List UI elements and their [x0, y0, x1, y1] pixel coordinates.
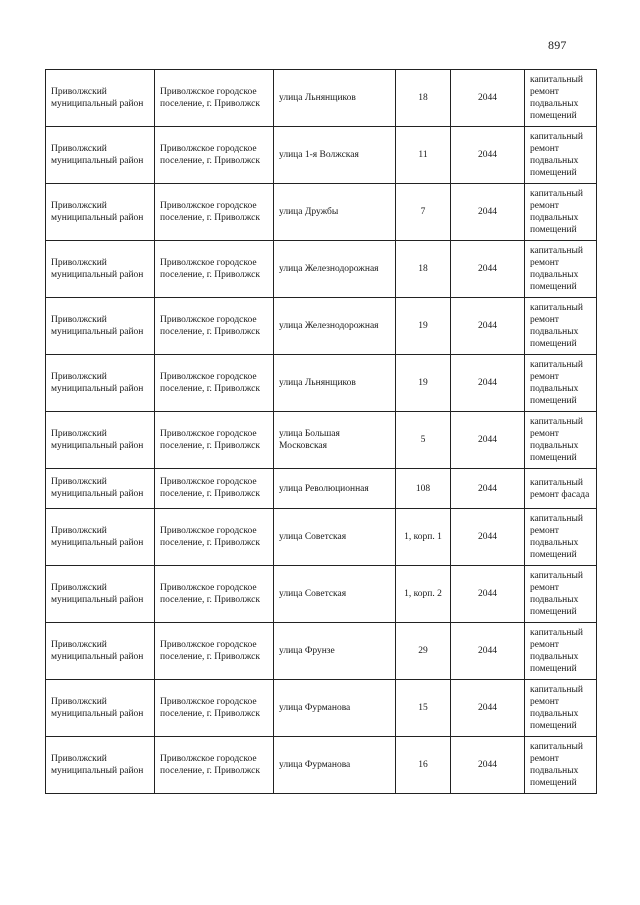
table-row [46, 737, 597, 794]
year-cell: 2044 [451, 509, 525, 566]
settlement-cell: Приволжское городское поселение, г. Приволжск [155, 566, 274, 623]
house-number-cell: 29 [396, 623, 451, 680]
work-type-cell: капитальный ремонт подвальных помещений [525, 509, 597, 566]
street-cell: улица Советская [274, 509, 396, 566]
year-cell: 2044 [451, 566, 525, 623]
district-cell: Приволжский муниципальный район [46, 680, 155, 737]
table-row [46, 623, 597, 680]
table-row [46, 241, 597, 298]
table-row [46, 509, 597, 566]
table-row [46, 680, 597, 737]
district-cell: Приволжский муниципальный район [46, 355, 155, 412]
settlement-cell: Приволжское городское поселение, г. Приволжск [155, 127, 274, 184]
street-cell: улица Льнянщиков [274, 355, 396, 412]
district-cell: Приволжский муниципальный район [46, 566, 155, 623]
repair-schedule-table [45, 69, 597, 794]
house-number-cell: 18 [396, 70, 451, 127]
street-cell: улица Большая Московская [274, 412, 396, 469]
table-body [46, 70, 597, 794]
house-number-cell: 7 [396, 184, 451, 241]
settlement-cell: Приволжское городское поселение, г. Приволжск [155, 623, 274, 680]
house-number-cell: 19 [396, 355, 451, 412]
table-row [46, 355, 597, 412]
settlement-cell: Приволжское городское поселение, г. Приволжск [155, 70, 274, 127]
house-number-cell: 16 [396, 737, 451, 794]
house-number-cell: 19 [396, 298, 451, 355]
year-cell: 2044 [451, 70, 525, 127]
street-cell: улица Революционная [274, 469, 396, 509]
street-cell: улица Железнодорожная [274, 298, 396, 355]
year-cell: 2044 [451, 623, 525, 680]
settlement-cell: Приволжское городское поселение, г. Приволжск [155, 298, 274, 355]
work-type-cell: капитальный ремонт фасада [525, 469, 597, 509]
year-cell: 2044 [451, 469, 525, 509]
table-row [46, 469, 597, 509]
work-type-cell: капитальный ремонт подвальных помещений [525, 184, 597, 241]
street-cell: улица 1-я Волжская [274, 127, 396, 184]
page-number: 897 [548, 38, 567, 52]
work-type-cell: капитальный ремонт подвальных помещений [525, 623, 597, 680]
table-row [46, 184, 597, 241]
settlement-cell: Приволжское городское поселение, г. Приволжск [155, 469, 274, 509]
table-row [46, 412, 597, 469]
table-row [46, 70, 597, 127]
street-cell: улица Советская [274, 566, 396, 623]
settlement-cell: Приволжское городское поселение, г. Приволжск [155, 509, 274, 566]
street-cell: улица Фрунзе [274, 623, 396, 680]
district-cell: Приволжский муниципальный район [46, 184, 155, 241]
settlement-cell: Приволжское городское поселение, г. Приволжск [155, 184, 274, 241]
district-cell: Приволжский муниципальный район [46, 298, 155, 355]
year-cell: 2044 [451, 412, 525, 469]
street-cell: улица Фурманова [274, 737, 396, 794]
work-type-cell: капитальный ремонт подвальных помещений [525, 737, 597, 794]
work-type-cell: капитальный ремонт подвальных помещений [525, 412, 597, 469]
work-type-cell: капитальный ремонт подвальных помещений [525, 566, 597, 623]
house-number-cell: 1, корп. 1 [396, 509, 451, 566]
work-type-cell: капитальный ремонт подвальных помещений [525, 298, 597, 355]
house-number-cell: 15 [396, 680, 451, 737]
year-cell: 2044 [451, 737, 525, 794]
street-cell: улица Фурманова [274, 680, 396, 737]
street-cell: улица Льнянщиков [274, 70, 396, 127]
work-type-cell: капитальный ремонт подвальных помещений [525, 355, 597, 412]
house-number-cell: 108 [396, 469, 451, 509]
house-number-cell: 11 [396, 127, 451, 184]
table-row [46, 298, 597, 355]
work-type-cell: капитальный ремонт подвальных помещений [525, 70, 597, 127]
table-row [46, 127, 597, 184]
house-number-cell: 5 [396, 412, 451, 469]
year-cell: 2044 [451, 127, 525, 184]
district-cell: Приволжский муниципальный район [46, 469, 155, 509]
table-row [46, 566, 597, 623]
settlement-cell: Приволжское городское поселение, г. Приволжск [155, 355, 274, 412]
work-type-cell: капитальный ремонт подвальных помещений [525, 127, 597, 184]
district-cell: Приволжский муниципальный район [46, 623, 155, 680]
work-type-cell: капитальный ремонт подвальных помещений [525, 241, 597, 298]
settlement-cell: Приволжское городское поселение, г. Приволжск [155, 412, 274, 469]
district-cell: Приволжский муниципальный район [46, 241, 155, 298]
district-cell: Приволжский муниципальный район [46, 127, 155, 184]
district-cell: Приволжский муниципальный район [46, 737, 155, 794]
year-cell: 2044 [451, 355, 525, 412]
street-cell: улица Дружбы [274, 184, 396, 241]
settlement-cell: Приволжское городское поселение, г. Приволжск [155, 737, 274, 794]
house-number-cell: 1, корп. 2 [396, 566, 451, 623]
district-cell: Приволжский муниципальный район [46, 412, 155, 469]
settlement-cell: Приволжское городское поселение, г. Приволжск [155, 241, 274, 298]
work-type-cell: капитальный ремонт подвальных помещений [525, 680, 597, 737]
street-cell: улица Железнодорожная [274, 241, 396, 298]
year-cell: 2044 [451, 184, 525, 241]
house-number-cell: 18 [396, 241, 451, 298]
year-cell: 2044 [451, 680, 525, 737]
district-cell: Приволжский муниципальный район [46, 70, 155, 127]
year-cell: 2044 [451, 241, 525, 298]
year-cell: 2044 [451, 298, 525, 355]
district-cell: Приволжский муниципальный район [46, 509, 155, 566]
settlement-cell: Приволжское городское поселение, г. Приволжск [155, 680, 274, 737]
